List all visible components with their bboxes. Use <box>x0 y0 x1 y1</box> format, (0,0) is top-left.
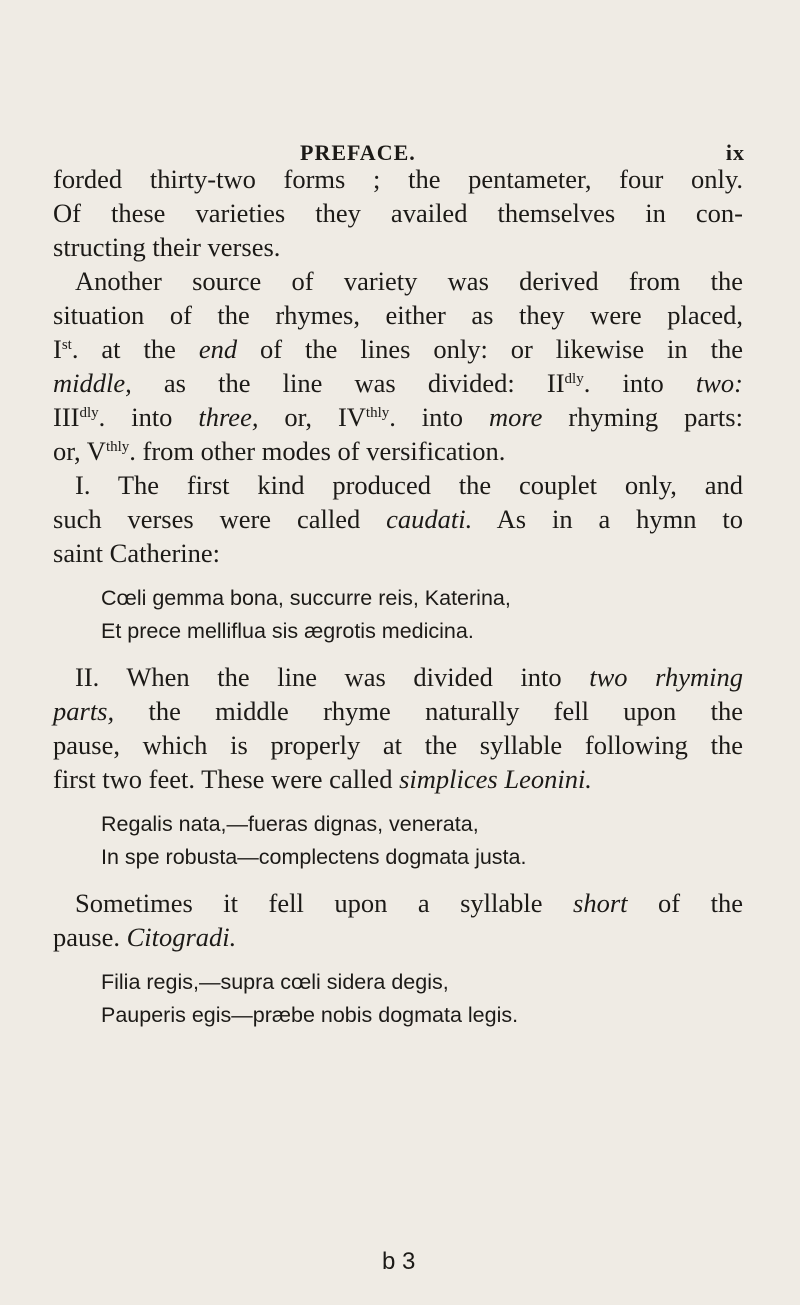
text-line: Another source of variety was derived from the <box>75 266 743 296</box>
verse-line: In spe robusta—complectens dogmata justa. <box>101 845 527 869</box>
text-line: saint Catherine: <box>53 538 221 568</box>
paragraph-4 <box>53 660 743 796</box>
verse-line: Filia regis,—supra cœli sidera degis, <box>101 970 449 994</box>
text-line: or, $V^{thly}$. from other modes of versification. <box>53 436 506 466</box>
verse-line: Et prece melliflua sis ægrotis medicina. <box>101 619 474 643</box>
verse-line: Cœli gemma bona, succurre reis, Katerina, <box>101 586 511 610</box>
text-line: Of these varieties they availed themselves in con- <box>53 198 743 228</box>
text-line: first two feet. These were called simplices Leonini. <box>53 764 592 794</box>
verse-line: Pauperis egis—præbe nobis dogmata legis. <box>101 1003 519 1027</box>
verse-quotation-3 <box>53 966 743 1032</box>
text-line: pause, which is properly at the syllable following the <box>53 730 743 760</box>
paragraph-3 <box>53 468 743 570</box>
running-title: PREFACE. <box>300 140 416 165</box>
text-line: I. The first kind produced the couplet only, and <box>75 470 743 500</box>
text-line: II. When the line was divided into two rhyming <box>75 662 743 692</box>
paragraph-1 <box>53 162 743 264</box>
page-number: ix <box>725 140 745 165</box>
paragraph-2 <box>53 264 743 468</box>
text-line: forded thirty-two forms ; the pentameter, four only. <box>53 164 743 194</box>
text-line: Ist. at the end of the lines only: or likewise in the <box>53 334 743 364</box>
verse-line: Regalis nata,—fueras dignas, venerata, <box>101 812 479 836</box>
text-line: parts, the middle rhyme naturally fell upon the <box>53 696 743 726</box>
body-text <box>53 162 743 1044</box>
paragraph-5 <box>53 886 743 954</box>
text-line: such verses were called caudati. As in a hymn to <box>53 504 744 534</box>
verse-quotation-2 <box>53 808 743 874</box>
text-line: structing their verses. <box>53 232 281 262</box>
verse-quotation-1 <box>53 582 743 648</box>
text-line: middle, as the line was divided: $II^{dly}$. into two: <box>53 368 743 398</box>
text-line: $III^{dly}$. into three, or, $IV^{thly}$. into more rhyming parts: <box>53 402 743 432</box>
signature-mark: b 3 <box>382 1248 416 1275</box>
text-line: pause. Citogradi. <box>53 922 237 952</box>
text-line: Sometimes it fell upon a syllable short of the <box>75 888 744 918</box>
text-line: situation of the rhymes, either as they were placed, <box>53 300 743 330</box>
